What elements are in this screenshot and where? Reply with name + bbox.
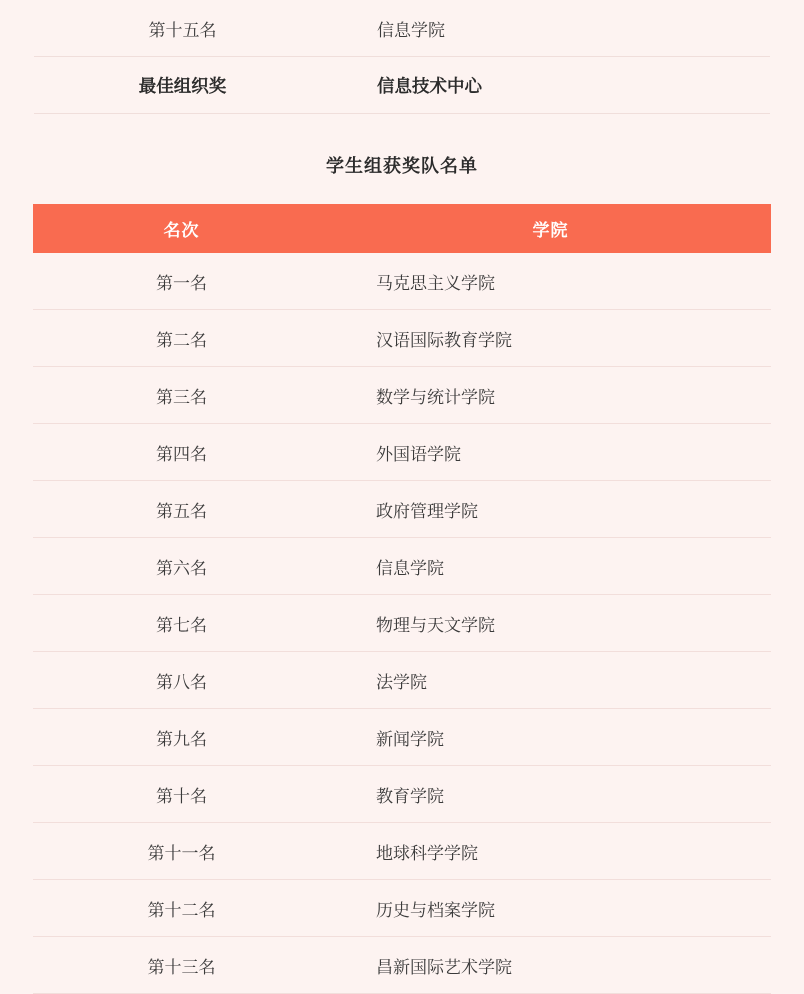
table-row [33, 709, 771, 766]
table-row [33, 367, 771, 424]
rank-cell: 第一名 [33, 253, 330, 310]
table-row [33, 310, 771, 367]
rank-cell: 第六名 [33, 538, 330, 595]
rank-cell: 第四名 [33, 424, 330, 481]
rank-cell: 第七名 [33, 595, 330, 652]
table-row [33, 823, 771, 880]
rank-cell: 第十三名 [33, 937, 330, 994]
college-cell: 新闻学院 [330, 709, 771, 766]
previous-table-continuation [34, 0, 770, 114]
table-row [34, 0, 770, 57]
table-row [33, 766, 771, 823]
rank-cell: 第八名 [33, 652, 330, 709]
college-cell: 外国语学院 [330, 424, 771, 481]
student-award-table [33, 204, 771, 994]
award-recipient-cell: 信息技术中心 [331, 57, 770, 114]
college-cell: 政府管理学院 [330, 481, 771, 538]
table-header [33, 204, 771, 253]
rank-cell: 第三名 [33, 367, 330, 424]
table-row [33, 538, 771, 595]
table-row [33, 652, 771, 709]
college-cell: 地球科学学院 [330, 823, 771, 880]
table-body [33, 253, 771, 994]
college-cell: 信息学院 [331, 0, 770, 57]
previous-table-body [34, 0, 770, 114]
college-cell: 汉语国际教育学院 [330, 310, 771, 367]
college-cell: 物理与天文学院 [330, 595, 771, 652]
column-header-college: 学院 [330, 204, 771, 253]
college-cell: 昌新国际艺术学院 [330, 937, 771, 994]
rank-cell: 第二名 [33, 310, 330, 367]
table-row [33, 937, 771, 994]
table-row [34, 57, 770, 114]
college-cell: 历史与档案学院 [330, 880, 771, 937]
rank-cell: 第十二名 [33, 880, 330, 937]
rank-cell: 第九名 [33, 709, 330, 766]
section-title: 学生组获奖队名单 [326, 156, 478, 176]
column-header-rank: 名次 [33, 204, 330, 253]
rank-cell: 第十五名 [34, 0, 331, 57]
college-cell: 教育学院 [330, 766, 771, 823]
table-header-row [33, 204, 771, 253]
rank-cell: 第五名 [33, 481, 330, 538]
college-cell: 法学院 [330, 652, 771, 709]
table-row [33, 481, 771, 538]
award-title-cell: 最佳组织奖 [34, 57, 331, 114]
table-row [33, 424, 771, 481]
table-row [33, 880, 771, 937]
rank-cell: 第十名 [33, 766, 330, 823]
table-row [33, 595, 771, 652]
college-cell: 马克思主义学院 [330, 253, 771, 310]
college-cell: 信息学院 [330, 538, 771, 595]
table-row [33, 253, 771, 310]
college-cell: 数学与统计学院 [330, 367, 771, 424]
rank-cell: 第十一名 [33, 823, 330, 880]
